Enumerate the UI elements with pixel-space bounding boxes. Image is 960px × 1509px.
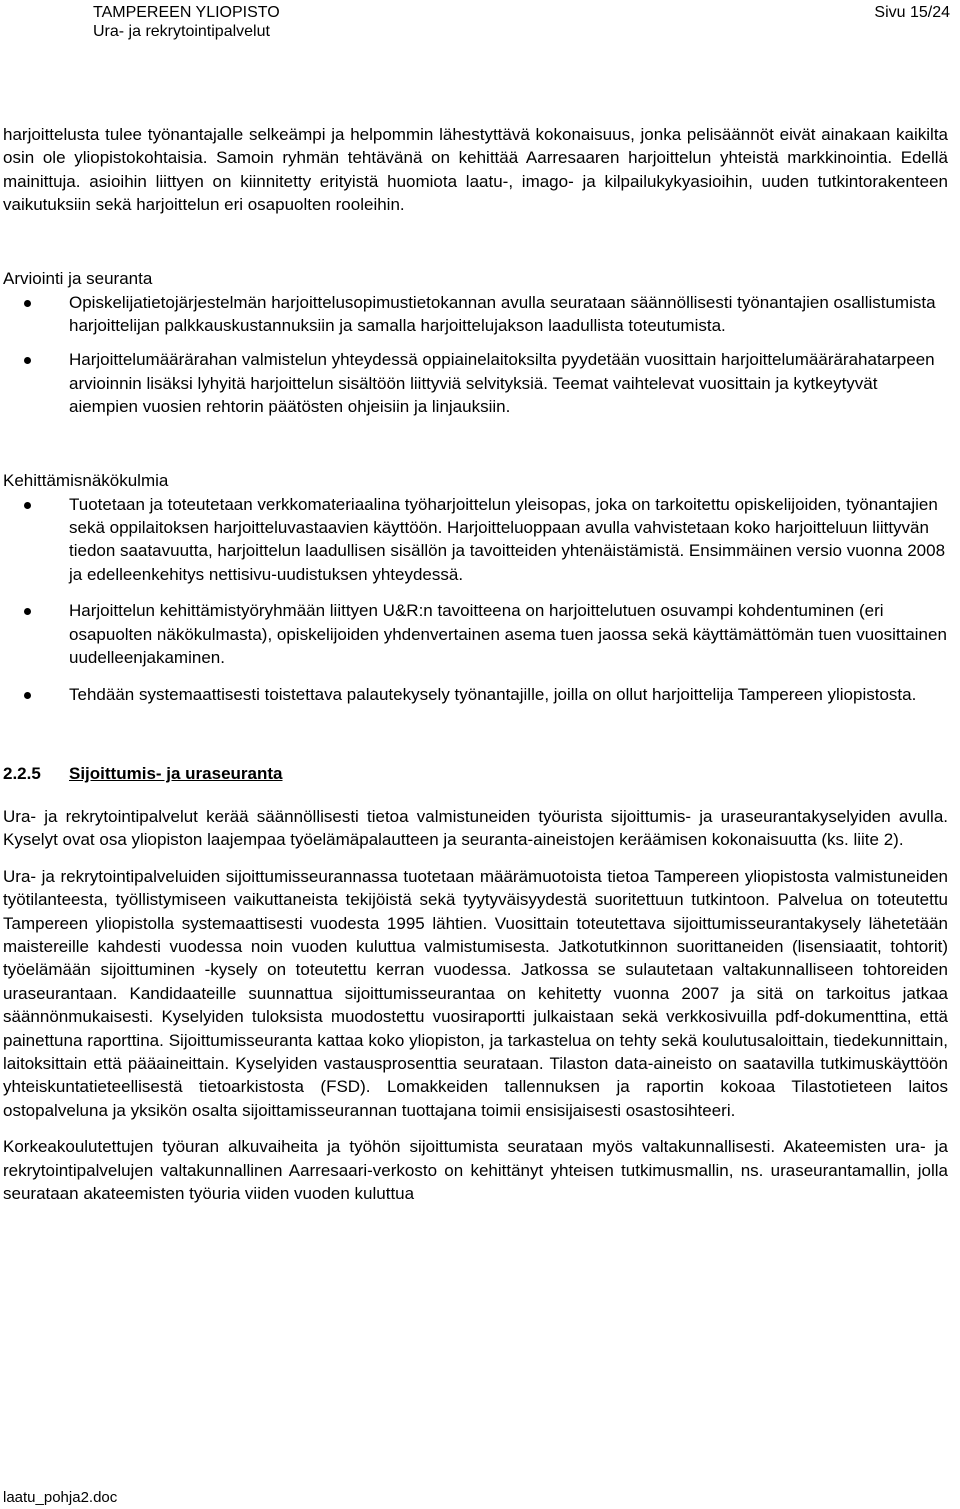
list-item [3, 683, 948, 706]
kehitys-list [3, 493, 948, 706]
list-item [3, 599, 948, 669]
list-item [3, 348, 948, 418]
organization-name: TAMPEREEN YLIOPISTO [93, 4, 280, 21]
bullet-icon [24, 692, 31, 699]
list-item-text: Harjoittelumäärärahan valmistelun yhteydessä oppiainelaitoksilta pyydetään vuosittain harjoittelumäärärahatarpeen arvioinnin lisäksi lyhyitä harjoittelun sisältöön liittyviä selvityksiä. Teemat vaihtelevat vuosittain ja kytkeytyvät aiempien vuosien rehtorin päätösten ohjeisiin ja linjauksiin. [69, 350, 935, 417]
bullet-icon [24, 608, 31, 615]
page-header [93, 3, 950, 43]
arviointi-list [3, 291, 948, 419]
section-number: 2.2.5 [3, 763, 41, 783]
page-number: Sivu 15/24 [874, 4, 950, 21]
list-item-text: Harjoittelun kehittämistyöryhmään liittyen U&R:n tavoitteena on harjoittelutuen osuvampi kohdentuminen (eri osapuolten näkökulmasta), opiskelijoiden yhdenvertainen asema tuen jaossa sekä käyttämättömän tuen vuosittainen uudelleenjakaminen. [69, 601, 947, 668]
list-item [3, 493, 948, 587]
list-item-text: Tuotetaan ja toteutetaan verkkomateriaalina työharjoittelun yleisopas, joka on tarkoitettu opiskelijoiden, työnantajien sekä oppilaitoksen harjoitteluvastaavien käyttöön. Harjoitteluoppaan avulla vahvistetaan koko harjoitteluun liittyvän tiedon saatavuutta, harjoittelun laadullisen sisällön ja tavoitteiden yhtenäistämistä. Ensimmäinen versio vuonna 2008 ja edelleenkehitys nettisivu-uudistuksen yhteydessä. [69, 494, 946, 584]
body-paragraph: Korkeakoulutettujen työuran alkuvaiheita ja työhön sijoittumista seurataan myös valtakunnallisesti. Akateemisten ura- ja rekrytointipalvelujen valtakunnallinen Aarresaari-verkosto on kehittänyt yhteisen tutkimusmallin, ns. uraseurantamallin, jolla seurataan akateemisten työuria viiden vuoden kuluttua [3, 1137, 948, 1203]
unit-name: Ura- ja rekrytointipalvelut [93, 23, 270, 40]
bullet-icon [24, 300, 31, 307]
intro-text-b: asioihin liittyen on kiinnitetty erityistä huomiota laatu-, imago- ja kilpailukykyasioihin, uuden tutkintorakenteen vaikutuksiin sekä harjoittelun eri osapuolten rooleihin. [3, 171, 948, 215]
section-title: Sijoittumis- ja uraseuranta [69, 763, 283, 783]
intro-paragraph [3, 123, 948, 217]
body-paragraph: Ura- ja rekrytointipalveluiden sijoittumisseurannassa tuotetaan määrämuotoista tietoa Tampereen yliopistosta valmistuneiden työtilanteesta, työllistymiseen vaikuttaneista tekijöistä sekä tyytyväisyydestä suoritettuun tutkintoon. Palvelua on toteutettu Tampereen yliopistolla systemaattisesti vuodesta 1995 lähtien. Vuosittain toteutettava sijoittumisseurantakysely lähetetään maistereille kahdesti vuodessa noin vuoden kuluttua valmistumisesta. Jatkotutkinnon suorittaneiden (lisensiaatit, tohtorit) työelämään sijoittuminen -kysely on toteutettu kerran vuodessa. Jatkossa se sulautetaan valtakunnalliseen tohtoreiden uraseurantaan. Kandidaateille suunnattua sijoittumisseurantaa on kehitetty vuonna 2007 ja sitä on tarkoitus jatkaa säännönmukaisesti. Kyselyiden tuloksista muodostettu vuosiraportti julkaistaan sekä verkkosivuilla pdf-dokumenttina, että painettuna raporttina. Sijoittumisseuranta kattaa koko yliopiston, ja tarkastelua on tehty sekä koulutusaloittain, tiedekunnittain, laitoksittain että pääaineittain. Kyselyiden vastausprosenttia seurataan. Tilaston data-aineisto on saatavilla tutkimuskäyttöön yhteiskuntatieteellisestä tietoarkistosta (FSD). Lomakkeiden tallennuksen ja raportin kokoaa Tilastotieteen laitos ostopalveluna ja yksikön osalta sijoittamisseurannan tuottajana toimii ensisijaisesti osastosihteeri. [3, 866, 948, 1120]
document-body [3, 123, 948, 1205]
kehitys-heading: Kehittämisnäkökulmia [3, 470, 169, 490]
body-paragraph: Ura- ja rekrytointipalvelut kerää säännöllisesti tietoa valmistuneiden työurista sijoittumis- ja uraseurantakyselyiden avulla. Kyselyt ovat osa yliopiston laajempaa työelämäpalautteen ja seuranta-aineistojen keräämisen kokonaisuutta (ks. liite 2). [3, 806, 948, 850]
list-item [3, 291, 948, 338]
section-heading [3, 762, 948, 786]
list-item-text: Opiskelijatietojärjestelmän harjoittelusopimustietokannan avulla seurataan säännöllisesti työnantajien osallistumista harjoittelijan palkkauskustannuksiin ja samalla harjoittelujakson laadullista toteutumista. [69, 292, 936, 336]
list-item-text: Tehdään systemaattisesti toistettava palautekysely työnantajille, joilla on ollut harjoittelija Tampereen yliopistosta. [69, 684, 917, 704]
bullet-icon [24, 357, 31, 364]
arviointi-heading: Arviointi ja seuranta [3, 268, 153, 288]
intro-text-a: harjoittelusta tulee työnantajalle selkeämpi ja helpommin lähestyttävä kokonaisuus, jonka pelisäännöt eivät ainakaan kaikilta osin ole yliopistokohtaisia. Samoin ryhmän tehtävänä on kehittää Aarresaaren harjoittelun yhteistä markkinointia. Edellä mainittuja. [3, 125, 948, 191]
bullet-icon [24, 502, 31, 509]
footer-filename: laatu_pohja2.doc [3, 1489, 118, 1506]
